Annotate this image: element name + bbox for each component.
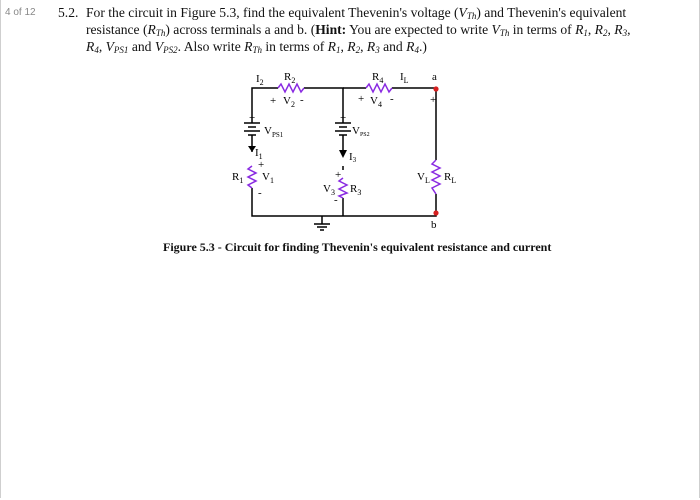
label-v3: $V_3$ (323, 183, 335, 197)
text-segment: You are expected to write (346, 22, 492, 37)
problem-line-3: $R_4$, $V_{PS1}$ and $V_{PS2}$. Also write $R_{Th}$ in terms of $R_1$, $R_2$, $R_3$ and $R_4$.) (86, 39, 427, 55)
label-r3: $R_3$ (350, 183, 362, 197)
label-b: b (431, 219, 437, 231)
ground-icon (314, 224, 330, 230)
current-arrow-i3 (339, 150, 347, 158)
r1-variable: R (575, 22, 584, 37)
text-segment: ) and Thevenin's equivalent (476, 5, 627, 20)
hint-label: Hint: (315, 22, 347, 37)
resistor-r3 (339, 178, 347, 198)
label-vps1-plus: + (249, 112, 256, 124)
problem-number: 5.2. (58, 5, 79, 20)
r3-subscript: 3 (375, 45, 380, 55)
label-v2-minus: - (300, 94, 304, 106)
resistor-rl (432, 160, 440, 194)
text-segment: ) across terminals a and b. ( (165, 22, 316, 37)
label-i2: $I_2$ (256, 73, 264, 87)
text-segment: and (128, 39, 155, 54)
label-v1-minus: - (258, 187, 262, 199)
rth-variable: R (244, 39, 253, 54)
label-v2: $V_2$ (283, 95, 295, 109)
figure-caption: Figure 5.3 - Circuit for finding Thevenin's equivalent resistance and current (163, 240, 552, 254)
text-segment: For the circuit in Figure 5.3, find the equivalent Thevenin's voltage ( (86, 5, 459, 20)
vps1-subscript: PS1 (113, 45, 129, 55)
label-a: a (432, 71, 437, 83)
rth-variable: R (147, 22, 156, 37)
vth-subscript: Th (466, 11, 477, 21)
text-segment: in terms of (509, 22, 576, 37)
label-vps2-plus: + (340, 112, 347, 124)
r4-subscript: 4 (414, 45, 419, 55)
label-v3-plus: + (335, 169, 342, 181)
resistor-r2 (278, 84, 304, 92)
text-segment: . Also write (177, 39, 245, 54)
label-vps1: $V_{PS1}$ (264, 125, 284, 139)
r2-subscript: 2 (602, 28, 608, 38)
vth-variable: V (458, 5, 467, 20)
rth-subscript: Th (155, 28, 166, 38)
r3-variable: R (366, 39, 376, 54)
vth-variable: V (491, 22, 500, 37)
text-segment: and (379, 39, 407, 54)
text-segment: .) (418, 39, 427, 54)
resistor-r1 (248, 166, 256, 188)
label-rl: $R_L$ (444, 171, 457, 185)
r3-subscript: 3 (622, 28, 628, 38)
r2-subscript: 2 (355, 45, 361, 55)
rth-subscript: Th (252, 45, 262, 55)
vth-subscript: Th (499, 28, 510, 38)
label-il: $I_L$ (400, 71, 409, 85)
text-segment: resistance ( (86, 22, 148, 37)
r3-variable: R (614, 22, 623, 37)
label-r1: $R_1$ (232, 171, 244, 185)
terminal-a (433, 86, 438, 91)
page-indicator: 4 of 12 (5, 7, 36, 18)
vps1-variable: V (105, 39, 114, 54)
r2-variable: R (594, 22, 603, 37)
vps2-variable: V (154, 39, 164, 54)
r2-variable: R (347, 39, 356, 54)
label-v1: $V_1$ (262, 171, 274, 185)
label-v4-minus: - (390, 93, 394, 105)
label-a-plus: + (430, 94, 437, 106)
label-vl: $V_L$ (417, 171, 430, 185)
r1-subscript: 1 (583, 28, 588, 38)
problem-line-2: resistance $(R_{Th})$ across terminals a and b. (Hint: You are expected to write $V_{Th}$ in terms of $R_1$, $R_2$, $R_3$, (86, 22, 631, 38)
label-r2: $R_2$ (284, 71, 296, 85)
label-r4: $R_4$ (372, 71, 384, 85)
terminal-b (433, 210, 438, 215)
label-i1: $I_1$ (255, 147, 263, 161)
label-v2-plus: + (270, 95, 277, 107)
label-v1-plus: + (258, 159, 265, 171)
label-v4-plus: + (358, 93, 365, 105)
label-vps2: VPS2 (352, 125, 370, 138)
text-segment: in terms of (261, 39, 328, 54)
label-v4: $V_4$ (370, 95, 382, 109)
r4-subscript: 4 (94, 45, 99, 55)
vps2-subscript: PS2 (163, 45, 178, 55)
r4-variable: R (86, 39, 95, 54)
r1-variable: R (327, 39, 336, 54)
r1-subscript: 1 (335, 45, 341, 55)
r4-variable: R (406, 39, 415, 54)
label-v3-minus: - (334, 194, 338, 206)
resistor-r4 (366, 84, 392, 92)
label-i3: I3 (349, 151, 357, 164)
